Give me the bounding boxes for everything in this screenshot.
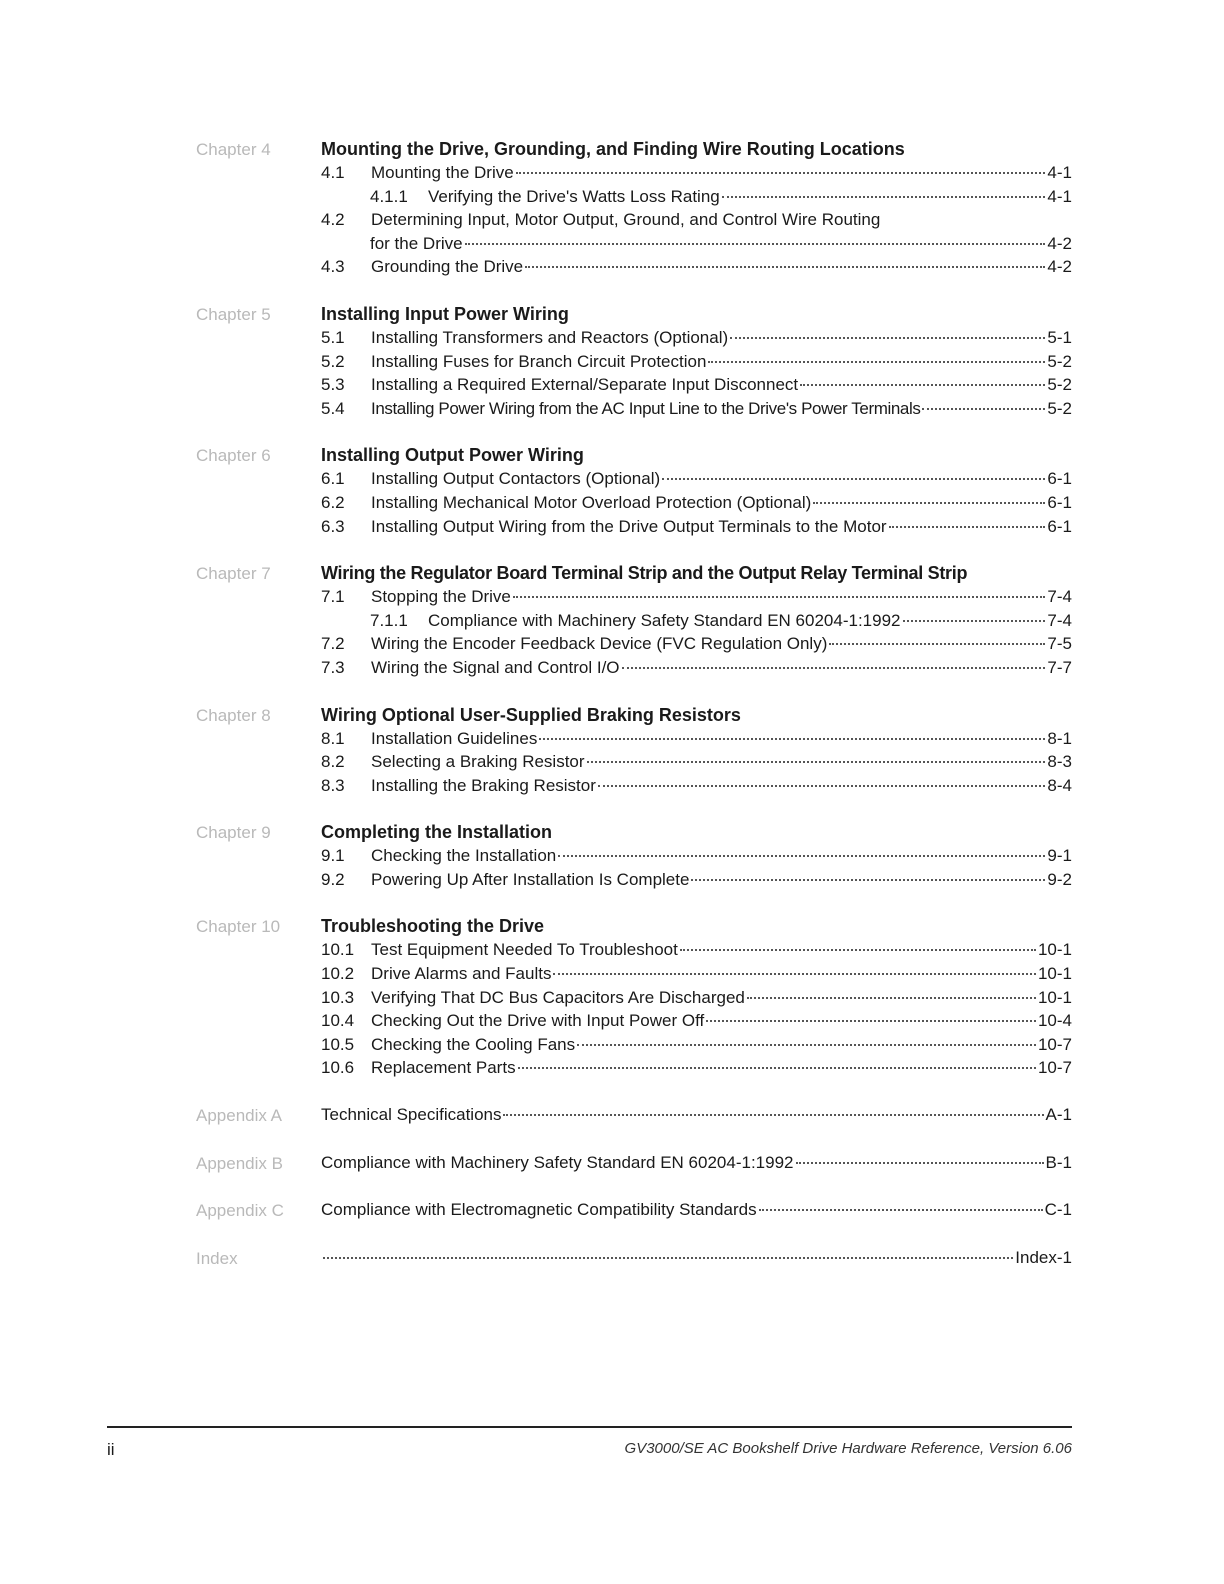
dot-leader [525, 266, 1045, 268]
section-title: Mounting the Drive [371, 163, 514, 182]
page-ref: 10-4 [1037, 1011, 1072, 1031]
section-number: 6.1 [321, 469, 345, 489]
section-number: 8.1 [321, 728, 345, 748]
section-title: Verifying That DC Bus Capacitors Are Discharged [371, 987, 745, 1007]
section-number: 6.3 [321, 516, 345, 536]
dot-leader [903, 620, 1046, 622]
footer-page-number: ii [107, 1440, 115, 1459]
toc-entry[interactable] [321, 491, 1072, 515]
toc-entry[interactable] [321, 1103, 1072, 1127]
chapter-9 [196, 820, 1072, 891]
toc-entry[interactable] [321, 373, 1072, 397]
page-ref: 10-1 [1037, 940, 1072, 960]
dot-leader [800, 384, 1045, 386]
toc-entry[interactable] [321, 1033, 1072, 1057]
chapter-8 [196, 703, 1072, 798]
dot-leader [730, 337, 1045, 339]
section-title: Installing Output Wiring from the Drive Output Terminals to the Motor [371, 516, 887, 536]
page-ref: 6-1 [1047, 516, 1072, 536]
dot-leader [747, 997, 1036, 999]
dot-leader [680, 949, 1036, 951]
appendix-a[interactable] [196, 1103, 1072, 1127]
toc-entry[interactable] [321, 255, 1072, 279]
chapter-label: Chapter 9 [196, 823, 271, 843]
page-ref: 7-4 [1047, 587, 1072, 607]
section-title: Installation Guidelines [371, 728, 538, 748]
chapter-label: Chapter 7 [196, 564, 271, 584]
page-ref: 10-1 [1037, 964, 1072, 984]
section-title: Replacement Parts [371, 1058, 516, 1078]
dot-leader [518, 1067, 1036, 1069]
page-ref: 5-1 [1047, 327, 1072, 347]
dot-leader [323, 1257, 1013, 1259]
toc-entry[interactable] [321, 750, 1072, 774]
page-ref: 4-1 [1047, 163, 1072, 182]
toc-entry[interactable] [321, 208, 1072, 232]
toc-entry[interactable] [321, 585, 1072, 609]
appendix-label: Appendix C [196, 1201, 284, 1221]
section-number: 6.2 [321, 492, 345, 512]
chapter-title[interactable]: Wiring the Regulator Board Terminal Strip and the Output Relay Terminal Strip [321, 563, 968, 584]
appendix-c[interactable] [196, 1198, 1072, 1222]
toc-entry[interactable] [321, 1151, 1072, 1175]
page-ref: 10-1 [1037, 987, 1072, 1007]
dot-leader [691, 879, 1045, 881]
toc-entry[interactable] [321, 938, 1072, 962]
dot-leader [796, 1162, 1044, 1164]
section-number: 10.2 [321, 964, 355, 984]
chapter-title[interactable]: Wiring Optional User-Supplied Braking Resistors [321, 704, 741, 725]
dot-leader [587, 761, 1046, 763]
page-ref: 5-2 [1047, 375, 1072, 395]
toc-entry[interactable] [321, 1009, 1072, 1033]
toc-entry[interactable] [321, 161, 1072, 185]
section-title: Checking the Installation [371, 846, 557, 866]
section-number: 8.2 [321, 752, 345, 772]
toc-entry[interactable] [321, 326, 1072, 350]
toc-entry[interactable] [370, 185, 1072, 209]
page-ref: 7-5 [1047, 634, 1072, 654]
section-number: 7.2 [321, 634, 345, 654]
toc-entry[interactable] [321, 656, 1072, 680]
chapter-title[interactable]: Mounting the Drive, Grounding, and Finding Wire Routing Locations [321, 139, 905, 159]
dot-leader [722, 196, 1046, 198]
section-title: Drive Alarms and Faults [371, 964, 552, 984]
page-ref: B-1 [1045, 1152, 1072, 1172]
section-number: 10.6 [321, 1058, 355, 1078]
toc-entry[interactable] [321, 1056, 1072, 1080]
page-ref: 10-7 [1037, 1058, 1072, 1078]
dot-leader [553, 973, 1036, 975]
toc-entry-continued[interactable] [370, 232, 1072, 256]
section-number: 9.1 [321, 846, 345, 866]
chapter-label: Chapter 8 [196, 705, 271, 725]
toc-entry[interactable] [321, 467, 1072, 491]
page-ref: 6-1 [1047, 469, 1072, 489]
section-title: Grounding the Drive [371, 257, 524, 277]
section-title: Verifying the Drive's Watts Loss Rating [428, 186, 720, 206]
section-number: 10.3 [321, 987, 355, 1007]
page-ref: 4-2 [1047, 233, 1072, 253]
toc-entry[interactable] [321, 1198, 1072, 1222]
chapter-title[interactable]: Troubleshooting the Drive [321, 916, 545, 937]
section-number: 10.4 [321, 1011, 355, 1031]
chapter-label: Chapter 10 [196, 917, 281, 937]
section-title: Wiring the Encoder Feedback Device (FVC Regulation Only) [371, 634, 828, 654]
section-title: Installing Power Wiring from the AC Input Line to the Drive's Power Terminals [371, 398, 921, 418]
section-number: 8.3 [321, 775, 345, 795]
page-ref: 4-2 [1047, 257, 1072, 277]
chapter-4 [196, 137, 1072, 279]
page-ref: 4-1 [1047, 186, 1072, 206]
chapter-5 [196, 302, 1072, 420]
chapter-title[interactable]: Completing the Installation [321, 822, 553, 843]
toc-entry[interactable] [321, 632, 1072, 656]
section-title: Powering Up After Installation Is Complete [371, 869, 690, 889]
page-ref: A-1 [1045, 1105, 1072, 1125]
toc-entry[interactable] [321, 397, 1072, 421]
section-number: 9.2 [321, 869, 345, 889]
page-ref: 6-1 [1047, 492, 1072, 512]
section-title: Technical Specifications [321, 1105, 502, 1125]
dot-leader [759, 1209, 1043, 1211]
page-ref: 8-3 [1047, 752, 1072, 772]
chapter-title[interactable]: Installing Input Power Wiring [321, 303, 569, 324]
page-ref: 7-7 [1047, 657, 1072, 677]
section-number: 5.2 [321, 351, 345, 371]
chapter-title[interactable]: Installing Output Power Wiring [321, 445, 584, 466]
dot-leader [516, 172, 1046, 174]
dot-leader [889, 526, 1046, 528]
section-number: 10.1 [321, 940, 355, 960]
dot-leader [922, 408, 1045, 410]
appendix-label: Appendix B [196, 1153, 283, 1173]
section-title: Checking the Cooling Fans [371, 1034, 576, 1054]
dot-leader [465, 243, 1046, 245]
section-number: 7.1 [321, 587, 345, 607]
section-title: Checking Out the Drive with Input Power Off [371, 1011, 705, 1031]
section-title: Test Equipment Needed To Troubleshoot [371, 940, 678, 960]
section-title: Installing Mechanical Motor Overload Protection (Optional) [371, 492, 812, 512]
section-number: 5.3 [321, 375, 345, 395]
dot-leader [708, 361, 1045, 363]
dot-leader [503, 1114, 1043, 1116]
appendix-b[interactable] [196, 1151, 1072, 1175]
toc-entry[interactable] [321, 1246, 1072, 1270]
section-number: 4.3 [321, 257, 345, 277]
chapter-label: Chapter 6 [196, 446, 271, 466]
chapter-7 [196, 561, 1072, 679]
footer-document-title: GV3000/SE AC Bookshelf Drive Hardware Reference, Version 6.06 [624, 1440, 1072, 1457]
page-ref: Index-1 [1015, 1247, 1072, 1267]
section-title: Stopping the Drive [371, 587, 511, 607]
footer-rule [107, 1426, 1072, 1428]
section-number: 4.1.1 [370, 186, 408, 206]
toc-entry[interactable] [321, 844, 1072, 868]
index-label: Index [196, 1248, 238, 1268]
index-entry[interactable] [196, 1246, 1072, 1270]
page-ref: 8-4 [1047, 775, 1072, 795]
toc-entry[interactable] [321, 868, 1072, 892]
toc-entry[interactable] [370, 609, 1072, 633]
section-number: 7.1.1 [370, 610, 408, 630]
toc-entry[interactable] [321, 962, 1072, 986]
dot-leader [622, 667, 1046, 669]
page-ref: C-1 [1044, 1200, 1072, 1220]
chapter-10 [196, 914, 1072, 1080]
toc-entry[interactable] [321, 986, 1072, 1010]
chapter-label: Chapter 4 [196, 140, 271, 159]
page-ref: 5-2 [1047, 351, 1072, 371]
toc-entry[interactable] [321, 774, 1072, 798]
section-number: 7.3 [321, 657, 345, 677]
section-title: Installing a Required External/Separate Input Disconnect [371, 375, 799, 395]
page-ref: 9-1 [1047, 846, 1072, 866]
section-title: Compliance with Machinery Safety Standard EN 60204-1:1992 [428, 610, 901, 630]
chapter-6 [196, 443, 1072, 538]
section-title: Selecting a Braking Resistor [371, 752, 585, 772]
section-number: 10.5 [321, 1034, 355, 1054]
section-number: 5.4 [321, 398, 345, 418]
toc-entry[interactable] [321, 350, 1072, 374]
dot-leader [558, 855, 1045, 857]
dot-leader [539, 738, 1045, 740]
page-ref: 8-1 [1047, 728, 1072, 748]
section-title: Compliance with Machinery Safety Standard EN 60204-1:1992 [321, 1152, 794, 1172]
page-ref: 10-7 [1037, 1034, 1072, 1054]
section-title: Wiring the Signal and Control I/O [371, 657, 620, 677]
page-ref: 7-4 [1047, 610, 1072, 630]
section-title: Installing Transformers and Reactors (Optional) [371, 327, 729, 347]
section-title: Determining Input, Motor Output, Ground, and Control Wire Routing [371, 210, 881, 230]
dot-leader [577, 1044, 1036, 1046]
section-title: Compliance with Electromagnetic Compatibility Standards [321, 1200, 757, 1220]
toc-entry[interactable] [321, 515, 1072, 539]
section-number: 4.2 [321, 210, 345, 230]
dot-leader [813, 502, 1045, 504]
dot-leader [829, 643, 1045, 645]
chapter-label: Chapter 5 [196, 304, 271, 324]
appendix-label: Appendix A [196, 1106, 283, 1126]
section-title: Installing Fuses for Branch Circuit Protection [371, 351, 707, 371]
table-of-contents [196, 137, 1072, 1293]
dot-leader [662, 478, 1045, 480]
page-ref: 5-2 [1047, 398, 1072, 418]
section-title: Installing Output Contactors (Optional) [371, 469, 661, 489]
dot-leader [598, 785, 1046, 787]
section-number: 4.1 [321, 163, 345, 182]
dot-leader [513, 596, 1046, 598]
page-ref: 9-2 [1047, 869, 1072, 889]
dot-leader [706, 1020, 1036, 1022]
section-number: 5.1 [321, 327, 345, 347]
section-title: Installing the Braking Resistor [371, 775, 596, 795]
toc-entry[interactable] [321, 727, 1072, 751]
section-title-continued: for the Drive [370, 233, 463, 253]
